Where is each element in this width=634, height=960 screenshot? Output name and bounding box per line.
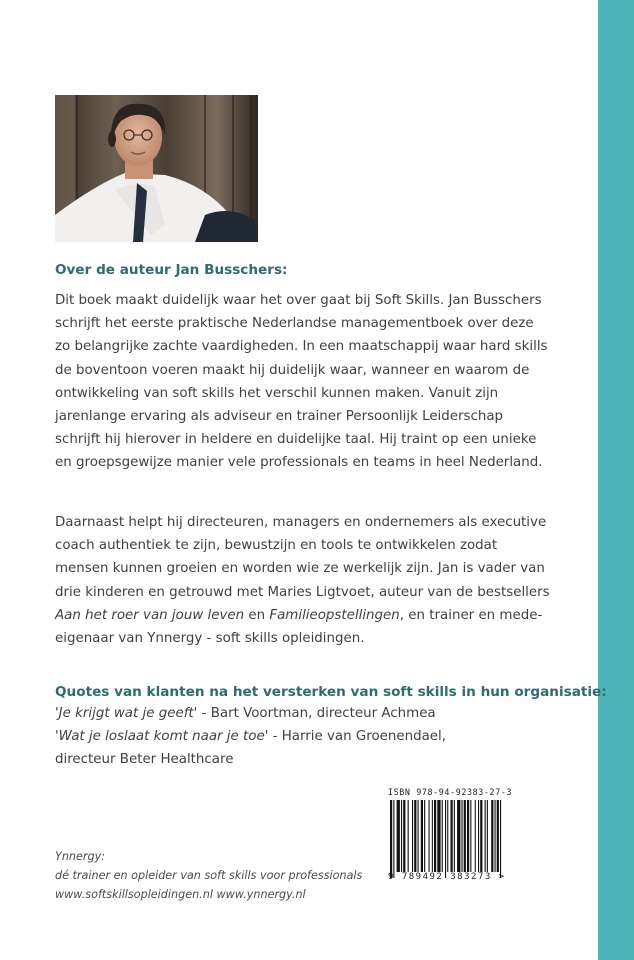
quotes-heading: Quotes van klanten na het versterken van soft skills in hun organisatie: bbox=[55, 684, 607, 700]
connector-text: , en trainer en mede- bbox=[399, 607, 543, 623]
barcode-digits: 9 789492 383273 > bbox=[388, 872, 506, 882]
quote-2-text: 'Wat je loslaat komt naar je toe' bbox=[55, 729, 269, 745]
quote-1-text: 'Je krijgt wat je geeft' bbox=[55, 706, 198, 721]
connector-text: en bbox=[244, 607, 270, 623]
author-photo bbox=[55, 95, 258, 242]
publisher-websites: www.softskillsopleidingen.nl www.ynnergy.nl bbox=[55, 888, 306, 901]
quote-1 bbox=[55, 702, 555, 725]
text-line: en groepsgewijze manier vele professionals en teams in heel Nederland. bbox=[55, 455, 543, 471]
quote-2 bbox=[55, 725, 555, 748]
quote-2-attribution-line2: directeur Beter Healthcare bbox=[55, 752, 234, 768]
book-title-2: Familieopstellingen bbox=[269, 607, 400, 623]
quotes-list bbox=[55, 702, 555, 772]
publisher-tagline: dé trainer en opleider van soft skills voor professionals bbox=[55, 869, 363, 882]
isbn-barcode-block bbox=[388, 787, 548, 887]
isbn-label: ISBN 978-94-92383-27-3 bbox=[388, 787, 513, 797]
book-title-1: Aan het roer van jouw leven bbox=[55, 607, 245, 623]
text-line: eigenaar van Ynnergy - soft skills opleidingen. bbox=[55, 631, 365, 647]
quote-2-attribution: - Harrie van Groenendael, bbox=[268, 729, 447, 745]
about-author-paragraph-1 bbox=[55, 289, 555, 475]
publisher-footer bbox=[55, 847, 362, 904]
cover-spine-band bbox=[598, 0, 634, 960]
text-line: zo belangrijke zachte vaardigheden. In een maatschappij waar hard skills bbox=[55, 339, 548, 355]
publisher-name: Ynnergy: bbox=[55, 850, 105, 863]
text-line: Daarnaast helpt hij directeuren, managers en ondernemers als executive bbox=[55, 515, 547, 530]
text-line: mensen kunnen groeien en worden wie ze werkelijk zijn. Jan is vader van bbox=[55, 561, 545, 577]
text-line: ontwikkeling van soft skills het verschil kunnen maken. Vanuit zijn bbox=[55, 385, 499, 401]
text-line: schrijft hij hierover in heldere en duidelijke taal. Hij traint op een unieke bbox=[55, 432, 537, 448]
quote-1-attribution: - Bart Voortman, directeur Achmea bbox=[197, 706, 436, 721]
text-line: Dit boek maakt duidelijk waar het over gaat bij Soft Skills. Jan Busschers bbox=[55, 293, 542, 308]
about-author-paragraph-2 bbox=[55, 511, 555, 650]
about-author-heading: Over de auteur Jan Busschers: bbox=[55, 262, 288, 278]
text-line: drie kinderen en getrouwd met Maries Ligtvoet, auteur van de bestsellers bbox=[55, 584, 550, 600]
text-line: coach authentiek te zijn, bewustzijn en tools te ontwikkelen zodat bbox=[55, 538, 498, 554]
text-line: de boventoon voeren maakt hij duidelijk waar, wanneer en waarom de bbox=[55, 362, 530, 378]
text-line: jarenlange ervaring als adviseur en trainer Persoonlijk Leiderschap bbox=[55, 409, 504, 425]
text-line: schrijft het eerste praktische Nederlandse managementboek over deze bbox=[55, 316, 534, 332]
text-line-with-titles bbox=[55, 604, 555, 627]
